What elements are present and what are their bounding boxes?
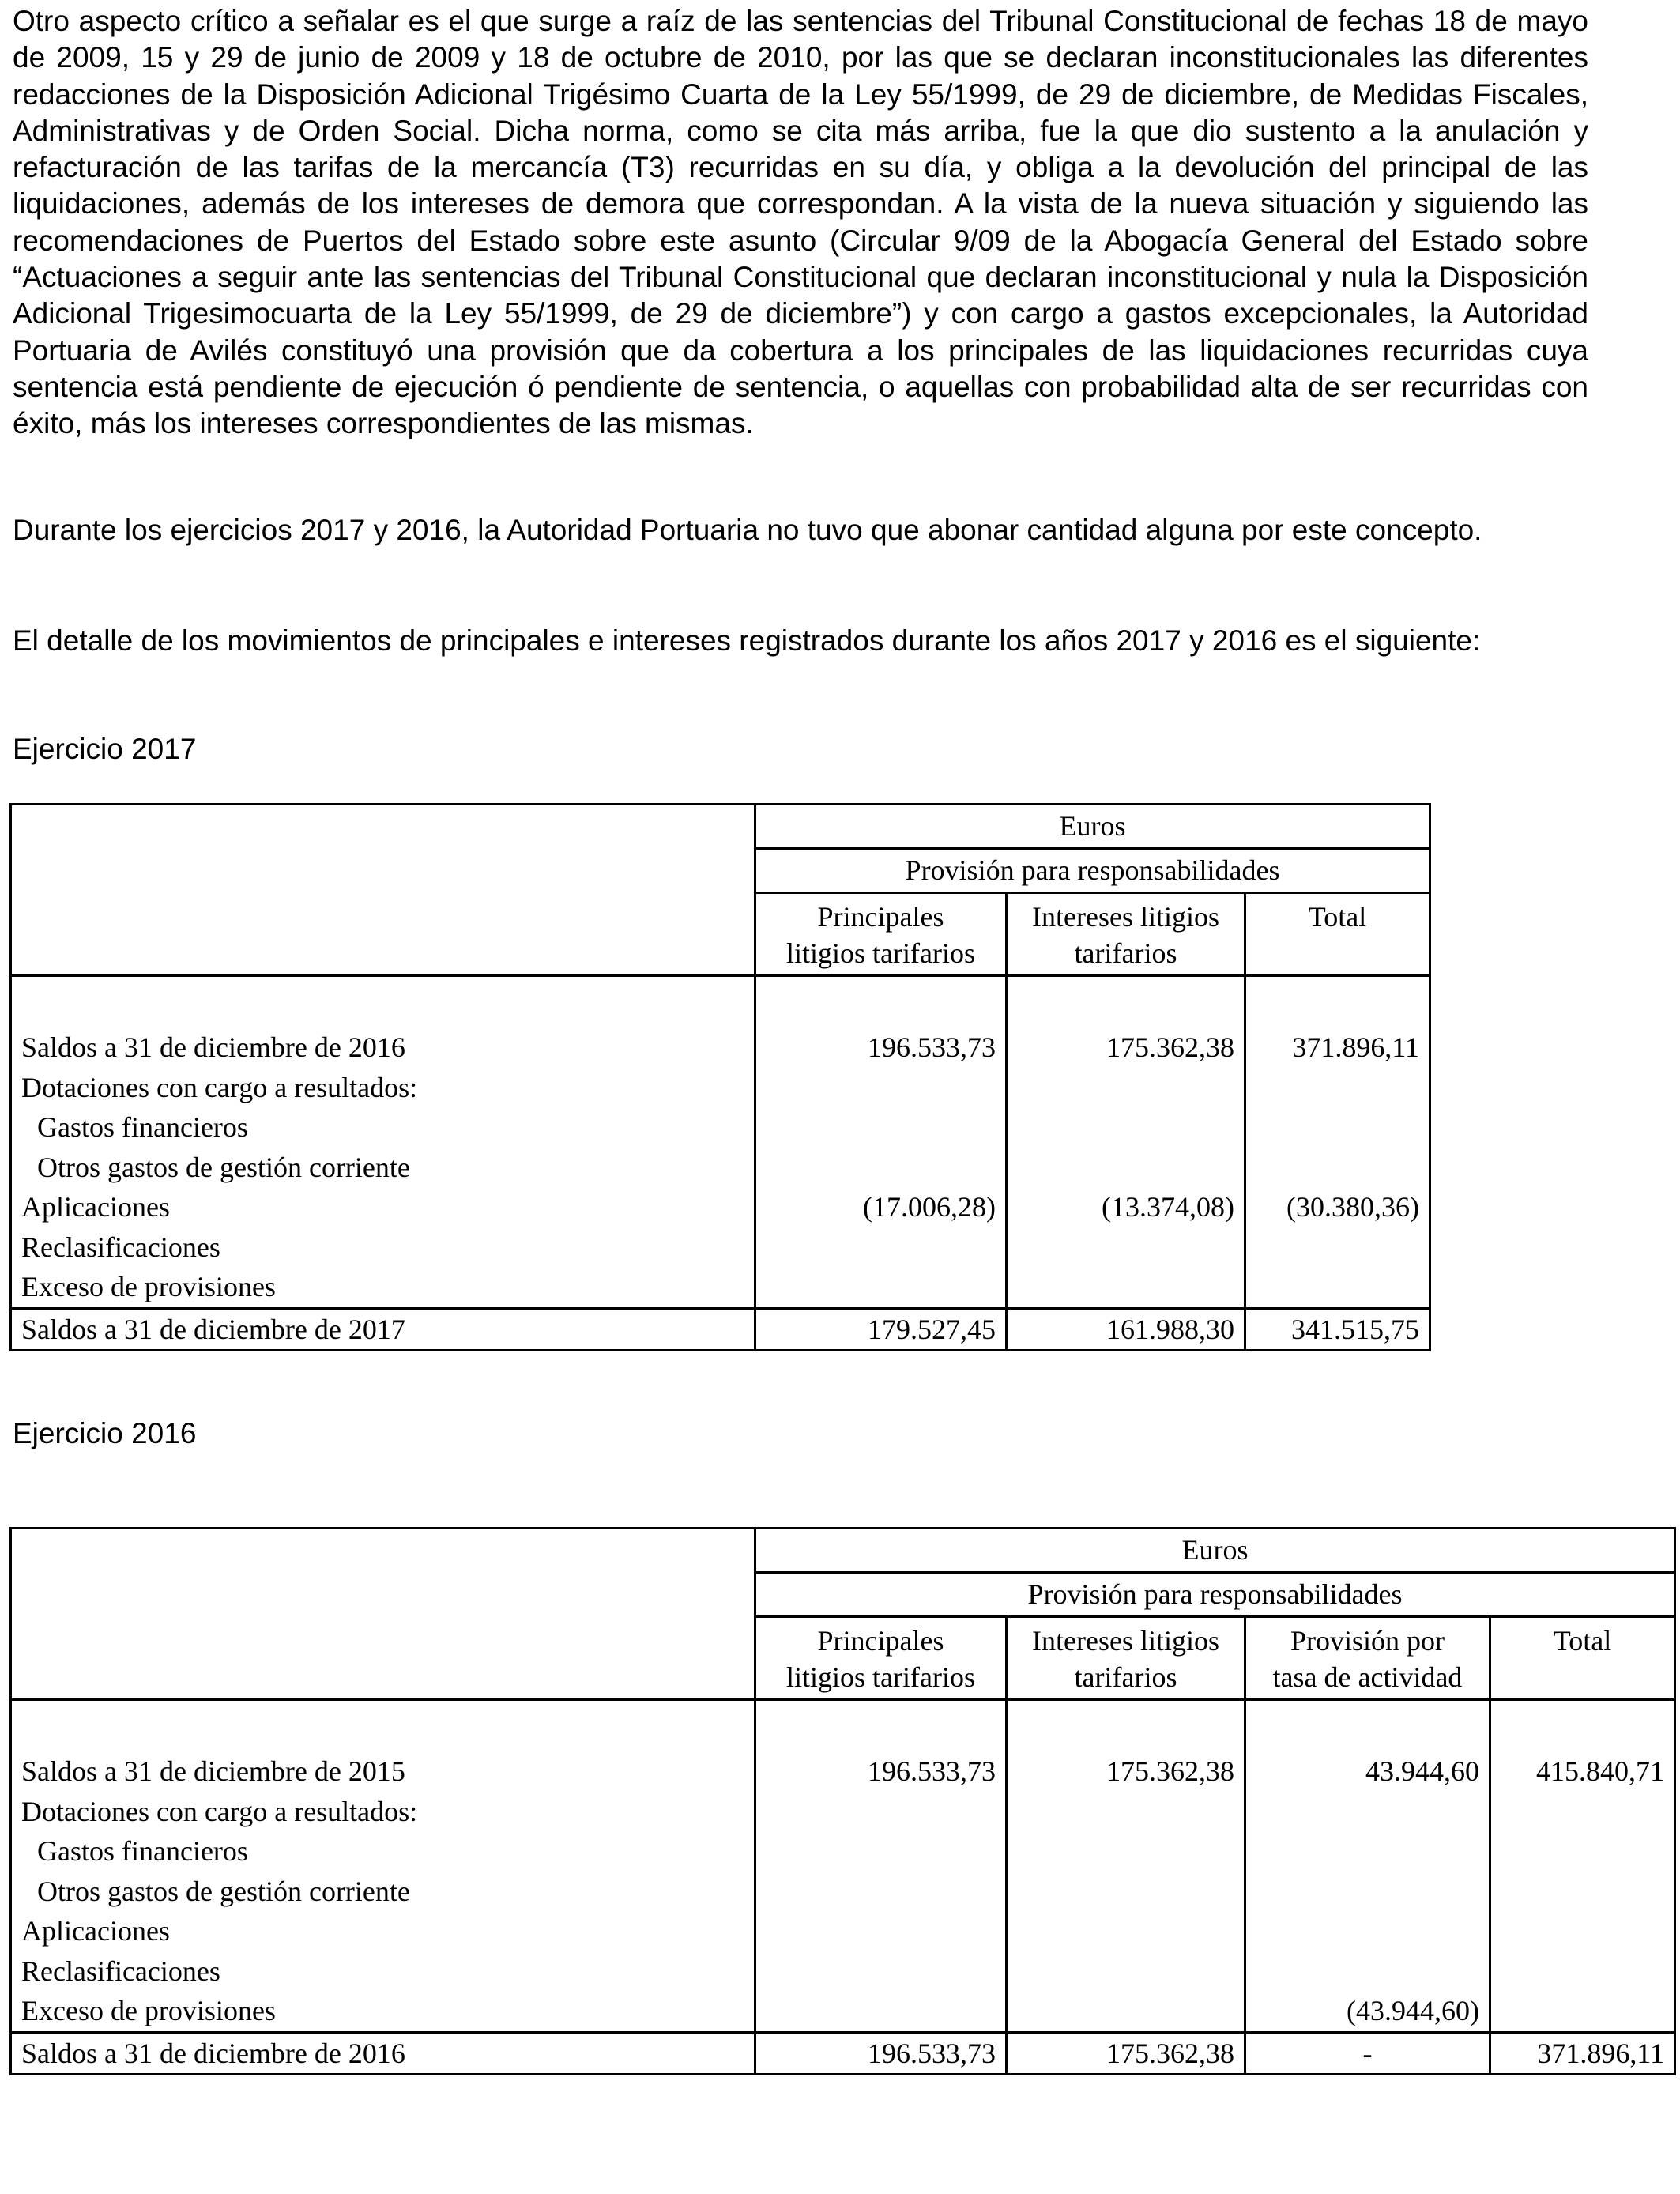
table-row [11,1792,1675,1832]
row-label: Saldos a 31 de diciembre de 2016 [11,1027,755,1068]
cell-provision-tasa: - [1245,2032,1490,2075]
cell-intereses: (13.374,08) [1007,1187,1245,1227]
header-intereses: Intereses litigios tarifarios [1007,893,1245,976]
header-provision: Provisión para responsabilidades [755,1573,1675,1617]
row-label: Reclasificaciones [11,1227,755,1268]
row-label: Aplicaciones [11,1911,755,1951]
table-ejercicio-2017 [9,803,1431,1351]
cell-intereses: 175.362,38 [1007,1027,1245,1068]
row-label: Gastos financieros [11,1107,755,1148]
row-label: Saldos a 31 de diciembre de 2017 [11,1308,755,1351]
row-label: Otros gastos de gestión corriente [11,1872,755,1912]
header-total: Total [1490,1617,1675,1700]
table-row [11,1751,1675,1792]
cell-principales: 196.533,73 [755,1027,1007,1068]
header-total: Total [1245,893,1430,976]
cell-total: 341.515,75 [1245,1308,1430,1351]
table-row [11,1911,1675,1951]
cell-principales: 196.533,73 [755,2032,1007,2075]
header-principales: Principales litigios tarifarios [755,893,1007,976]
cell-provision-tasa: 43.944,60 [1245,1751,1490,1792]
table-header-blank [11,805,755,976]
row-label: Saldos a 31 de diciembre de 2015 [11,1751,755,1792]
paragraph-detalle-movimientos: El detalle de los movimientos de principales e intereses registrados durante los años 2017 y 2016 es el siguiente: [13,624,1481,657]
row-label: Gastos financieros [11,1831,755,1872]
row-label: Exceso de provisiones [11,1267,755,1308]
row-label: Reclasificaciones [11,1951,755,1992]
row-label: Exceso de provisiones [11,1991,755,2032]
header-principales: Principales litigios tarifarios [755,1617,1007,1700]
table-ejercicio-2016 [9,1527,1676,2075]
paragraph-ejercicios: Durante los ejercicios 2017 y 2016, la Autoridad Portuaria no tuvo que abonar cantidad alguna por este concepto. [13,514,1482,546]
cell-provision-tasa: (43.944,60) [1245,1991,1490,2032]
cell-total: 415.840,71 [1490,1751,1675,1792]
row-label: Dotaciones con cargo a resultados: [11,1068,755,1108]
cell-intereses: 175.362,38 [1007,1751,1245,1792]
table-row [11,1872,1675,1912]
cell-intereses: 175.362,38 [1007,2032,1245,2075]
cell-total: 371.896,11 [1490,2032,1675,2075]
row-label: Otros gastos de gestión corriente [11,1148,755,1188]
heading-ejercicio-2017: Ejercicio 2017 [13,733,197,765]
table-row-total [11,1308,1430,1351]
cell-intereses: 161.988,30 [1007,1308,1245,1351]
table-row [11,1148,1430,1188]
table-row [11,1107,1430,1148]
header-provision: Provisión para responsabilidades [755,849,1430,893]
cell-principales: (17.006,28) [755,1187,1007,1227]
row-label: Aplicaciones [11,1187,755,1227]
table-row-total [11,2032,1675,2075]
table-row [11,1267,1430,1308]
table-row [11,1951,1675,1992]
row-label: Dotaciones con cargo a resultados: [11,1792,755,1832]
table-row [11,1027,1430,1068]
cell-total: (30.380,36) [1245,1187,1430,1227]
paragraph-tribunal-constitucional: Otro aspecto crítico a señalar es el que surge a raíz de las sentencias del Tribunal Constitucional de fechas 18 de mayo de 2009, 15 y 29 de junio de 2009 y 18 de octubre de 2010, por las que se declaran inconstitucionales las diferentes redacciones de la Disposición Adicional Trigésimo Cuarta de la Ley 55/1999, de 29 de diciembre, de Medidas Fiscales, Administrativas y de Orden Social. Dicha norma, como se cita más arriba, fue la que dio sustento a la anulación y refacturación de las tarifas de la mercancía (T3) recurridas en su día, y obliga a la devolución del principal de las liquidaciones, además de los intereses de demora que correspondan. A la vista de la nueva situación y siguiendo las recomendaciones de Puertos del Estado sobre este asunto (Circular 9/09 de la Abogacía General del Estado sobre “Actuaciones a seguir ante las sentencias del Tribunal Constitucional que declaran inconstitucional y nula la Disposición Adicional Trigesimocuarta de la Ley 55/1999, de 29 de diciembre”) y con cargo a gastos excepcionales, la Autoridad Portuaria de Avilés constituyó una provisión que da cobertura a los principales de las liquidaciones recurridas cuya sentencia está pendiente de ejecución ó pendiente de sentencia, o aquellas con probabilidad alta de ser recurridas con éxito, más los intereses correspondientes de las mismas. [13,5,1588,440]
cell-principales: 196.533,73 [755,1751,1007,1792]
table-header-blank [11,1529,755,1700]
cell-principales: 179.527,45 [755,1308,1007,1351]
header-euros: Euros [755,805,1430,849]
table-row [11,1831,1675,1872]
table-row [11,1227,1430,1268]
header-provision-tasa: Provisión por tasa de actividad [1245,1617,1490,1700]
table-row [11,1068,1430,1108]
header-euros: Euros [755,1529,1675,1573]
table-row [11,1187,1430,1227]
cell-total: 371.896,11 [1245,1027,1430,1068]
table-row [11,1991,1675,2032]
heading-ejercicio-2016: Ejercicio 2016 [13,1417,197,1449]
row-label: Saldos a 31 de diciembre de 2016 [11,2032,755,2075]
header-intereses: Intereses litigios tarifarios [1007,1617,1245,1700]
